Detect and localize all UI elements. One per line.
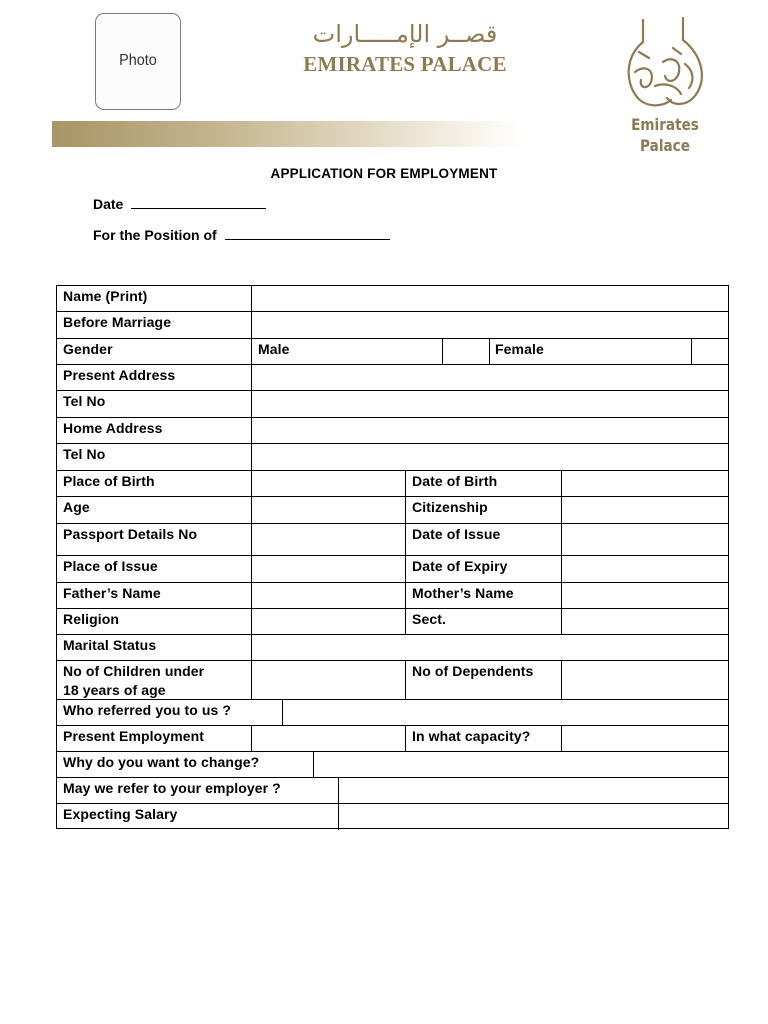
brand-name: EMIRATES PALACE <box>303 52 507 76</box>
label-date-of-birth: Date of Birth <box>412 473 498 489</box>
letterhead <box>0 0 768 165</box>
label-tel-no-2: Tel No <box>63 446 106 462</box>
label-mothers-name: Mother’s Name <box>412 585 514 601</box>
decorative-gold-band <box>52 121 522 147</box>
date-blank[interactable] <box>131 207 266 209</box>
label-why-change: Why do you want to change? <box>63 754 260 770</box>
label-expecting-salary: Expecting Salary <box>63 806 178 822</box>
label-capacity: In what capacity? <box>412 728 531 744</box>
label-fathers-name: Father’s Name <box>63 585 161 601</box>
label-marital-status: Marital Status <box>63 637 157 653</box>
position-label: For the Position of <box>93 227 217 243</box>
label-name-print: Name (Print) <box>63 288 148 304</box>
label-home-address: Home Address <box>63 420 163 436</box>
label-religion: Religion <box>63 611 120 627</box>
label-present-address: Present Address <box>63 367 176 383</box>
logo-wordmark-line2: Palace <box>640 136 690 155</box>
label-date-of-expiry: Date of Expiry <box>412 558 508 574</box>
label-date-of-issue: Date of Issue <box>412 526 501 542</box>
label-place-of-birth: Place of Birth <box>63 473 155 489</box>
position-blank[interactable] <box>225 238 390 240</box>
brand-name-arabic: قصــر الإمـــــارات <box>312 20 498 48</box>
application-form-table <box>56 285 729 829</box>
label-age: Age <box>63 499 90 515</box>
label-gender: Gender <box>63 341 113 357</box>
logo-wordmark-line1: Emirates <box>631 115 699 134</box>
form-title: APPLICATION FOR EMPLOYMENT <box>270 166 498 181</box>
label-passport-details: Passport Details No <box>63 526 198 542</box>
label-sect: Sect. <box>412 611 446 627</box>
label-refer-employer: May we refer to your employer ? <box>63 780 281 796</box>
label-place-of-issue: Place of Issue <box>63 558 158 574</box>
label-present-employment: Present Employment <box>63 728 205 744</box>
label-referred: Who referred you to us ? <box>63 702 232 718</box>
label-before-marriage: Before Marriage <box>63 314 172 330</box>
logo-wordmark <box>623 114 708 156</box>
photo-label: Photo <box>119 52 157 69</box>
label-dependents: No of Dependents <box>412 663 534 679</box>
label-children-line2: 18 years of age <box>63 682 166 698</box>
label-children-line1: No of Children under <box>63 663 205 679</box>
date-line <box>93 196 266 212</box>
label-female: Female <box>495 341 544 357</box>
photo-placeholder <box>95 13 181 110</box>
label-citizenship: Citizenship <box>412 499 488 515</box>
date-label: Date <box>93 196 124 212</box>
label-male: Male <box>258 341 290 357</box>
position-line <box>93 227 390 243</box>
label-tel-no-1: Tel No <box>63 393 106 409</box>
